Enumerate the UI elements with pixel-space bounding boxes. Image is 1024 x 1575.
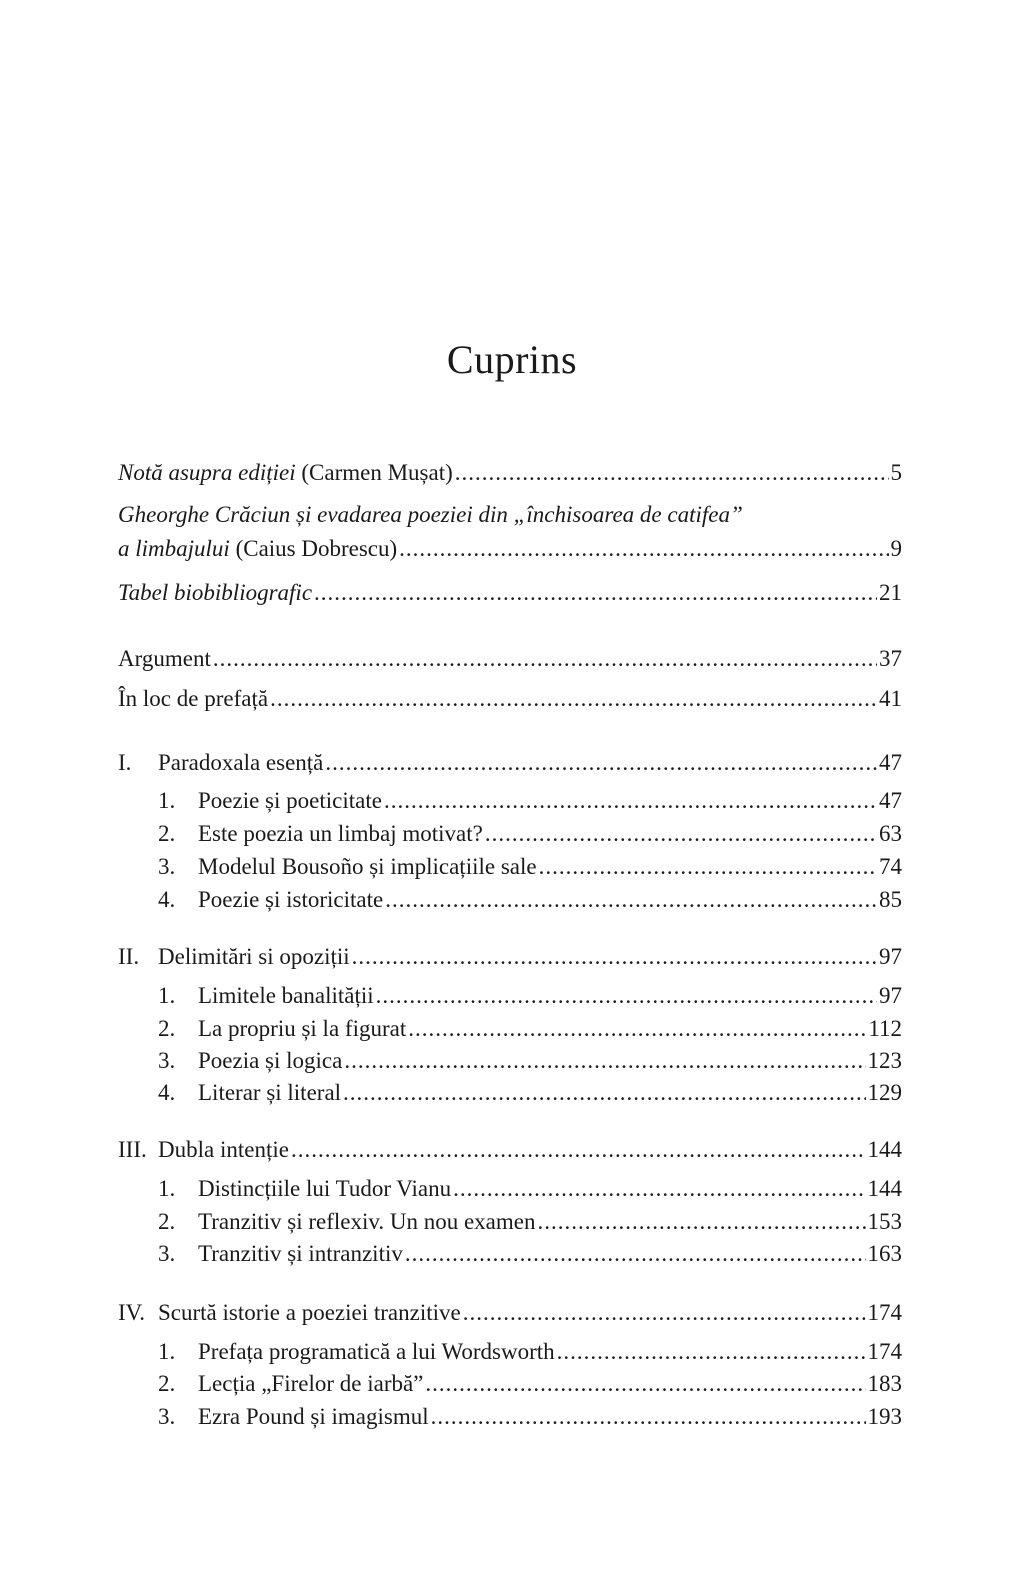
toc-section [158, 1367, 902, 1401]
toc-entry-front-3 [118, 576, 902, 610]
section-number: 3. [158, 854, 176, 879]
page-number: 112 [868, 1016, 902, 1041]
page-number: 21 [879, 580, 902, 605]
section-label: Literar și literal [198, 1080, 342, 1105]
dot-leader [425, 1367, 865, 1401]
entry-label: a limbajului (Caius Dobrescu) [118, 536, 398, 561]
dot-leader [399, 532, 888, 566]
section-label: Limitele banalității [198, 983, 374, 1008]
section-number: 2. [158, 1209, 176, 1234]
page-number: 9 [890, 536, 902, 561]
page-number: 144 [867, 1176, 902, 1201]
page-number: 74 [879, 854, 902, 879]
dot-leader [270, 682, 877, 716]
chapter-label: Paradoxala esență [158, 750, 324, 775]
page-number: 37 [879, 646, 902, 671]
dot-leader [376, 979, 877, 1013]
dot-leader [344, 1044, 865, 1078]
dot-leader [539, 850, 877, 884]
page-number: 85 [879, 887, 902, 912]
dot-leader [557, 1335, 866, 1369]
page-number: 174 [867, 1339, 902, 1364]
dot-leader [453, 1172, 865, 1206]
toc-section [158, 1400, 902, 1434]
toc-section [158, 817, 902, 851]
section-label: Poezie și poeticitate [198, 788, 382, 813]
toc-chapter-2 [118, 940, 902, 974]
page-number: 174 [867, 1300, 902, 1325]
toc-chapter-3 [118, 1133, 902, 1167]
entry-label: Argument [118, 646, 211, 671]
dot-leader [343, 1076, 865, 1110]
section-label: La propriu și la figurat [198, 1016, 407, 1041]
dot-leader [385, 883, 877, 917]
section-label: Modelul Bousoño și implicațiile sale [198, 854, 537, 879]
toc-entry-front-2-line1 [118, 498, 902, 532]
dot-leader [463, 1296, 866, 1330]
section-number: 3. [158, 1048, 176, 1073]
page-number: 144 [867, 1137, 902, 1162]
section-label: Este poezia un limbaj motivat? [198, 821, 483, 846]
toc-section [158, 784, 902, 818]
page-number: 129 [867, 1080, 902, 1105]
dot-leader [314, 576, 877, 610]
toc-section [158, 1044, 902, 1078]
section-label: Poezia și logica [198, 1048, 343, 1073]
page-number: 47 [879, 788, 902, 813]
chapter-label: Scurtă istorie a poeziei tranzitive [158, 1300, 461, 1325]
dot-leader [352, 940, 877, 974]
page-number: 97 [879, 983, 902, 1008]
toc-section [158, 1335, 902, 1369]
dot-leader [455, 456, 889, 490]
section-label: Ezra Pound și imagismul [198, 1404, 429, 1429]
toc-section [158, 850, 902, 884]
chapter-label: Dubla intenție [158, 1137, 289, 1162]
section-number: 2. [158, 1371, 176, 1396]
section-number: 1. [158, 983, 176, 1008]
toc-chapter-1 [118, 746, 902, 780]
section-label: Prefața programatică a lui Wordsworth [198, 1339, 555, 1364]
dot-leader [485, 817, 877, 851]
page-title: Cuprins [446, 337, 578, 382]
page-number: 41 [879, 686, 902, 711]
dot-leader [431, 1400, 866, 1434]
section-number: 3. [158, 1241, 176, 1266]
section-number: 1. [158, 788, 176, 813]
dot-leader [325, 746, 877, 780]
toc-entry-argument [118, 642, 902, 676]
section-number: 4. [158, 1080, 176, 1105]
chapter-number: II. [118, 944, 140, 969]
entry-label: Notă asupra ediției (Carmen Mușat) [118, 460, 453, 485]
entry-label: Gheorghe Crăciun și evadarea poeziei din „închisoarea de catifea” [118, 502, 743, 527]
toc-section [158, 1172, 902, 1206]
page-number: 123 [867, 1048, 902, 1073]
section-label: Lecția „Firelor de iarbă” [198, 1371, 424, 1396]
toc-entry-front-1 [118, 456, 902, 490]
toc-entry-preface [118, 682, 902, 716]
toc-entry-front-2 [118, 532, 902, 566]
dot-leader [384, 784, 877, 818]
chapter-number: I. [118, 750, 132, 775]
dot-leader [408, 1012, 866, 1046]
section-number: 3. [158, 1404, 176, 1429]
dot-leader [537, 1205, 865, 1239]
page-number: 163 [867, 1241, 902, 1266]
toc-section [158, 1012, 902, 1046]
toc-section [158, 979, 902, 1013]
page-number: 47 [879, 750, 902, 775]
dot-leader [405, 1237, 866, 1271]
page-number: 97 [879, 944, 902, 969]
chapter-label: Delimitări si opoziții [158, 944, 350, 969]
toc-section [158, 1205, 902, 1239]
page-number: 63 [879, 821, 902, 846]
toc-chapter-4 [118, 1296, 902, 1330]
section-label: Poezie și istoricitate [198, 887, 384, 912]
section-number: 4. [158, 887, 176, 912]
section-label: Tranzitiv și reflexiv. Un nou examen [198, 1209, 536, 1234]
dot-leader [213, 642, 877, 676]
page-number: 5 [890, 460, 902, 485]
section-label: Tranzitiv și intranzitiv [198, 1241, 403, 1266]
section-number: 1. [158, 1176, 176, 1201]
dot-leader [291, 1133, 866, 1167]
page-number: 183 [867, 1371, 902, 1396]
section-number: 2. [158, 821, 176, 846]
entry-label: În loc de prefață [118, 686, 269, 711]
page-number: 193 [867, 1404, 902, 1429]
toc-section [158, 883, 902, 917]
section-number: 2. [158, 1016, 176, 1041]
entry-label: Tabel biobibliografic [118, 580, 313, 605]
toc-section [158, 1237, 902, 1271]
page-number: 153 [867, 1209, 902, 1234]
chapter-number: IV. [118, 1300, 146, 1325]
section-number: 1. [158, 1339, 176, 1364]
toc-section [158, 1076, 902, 1110]
chapter-number: III. [118, 1137, 147, 1162]
section-label: Distincțiile lui Tudor Vianu [198, 1176, 452, 1201]
